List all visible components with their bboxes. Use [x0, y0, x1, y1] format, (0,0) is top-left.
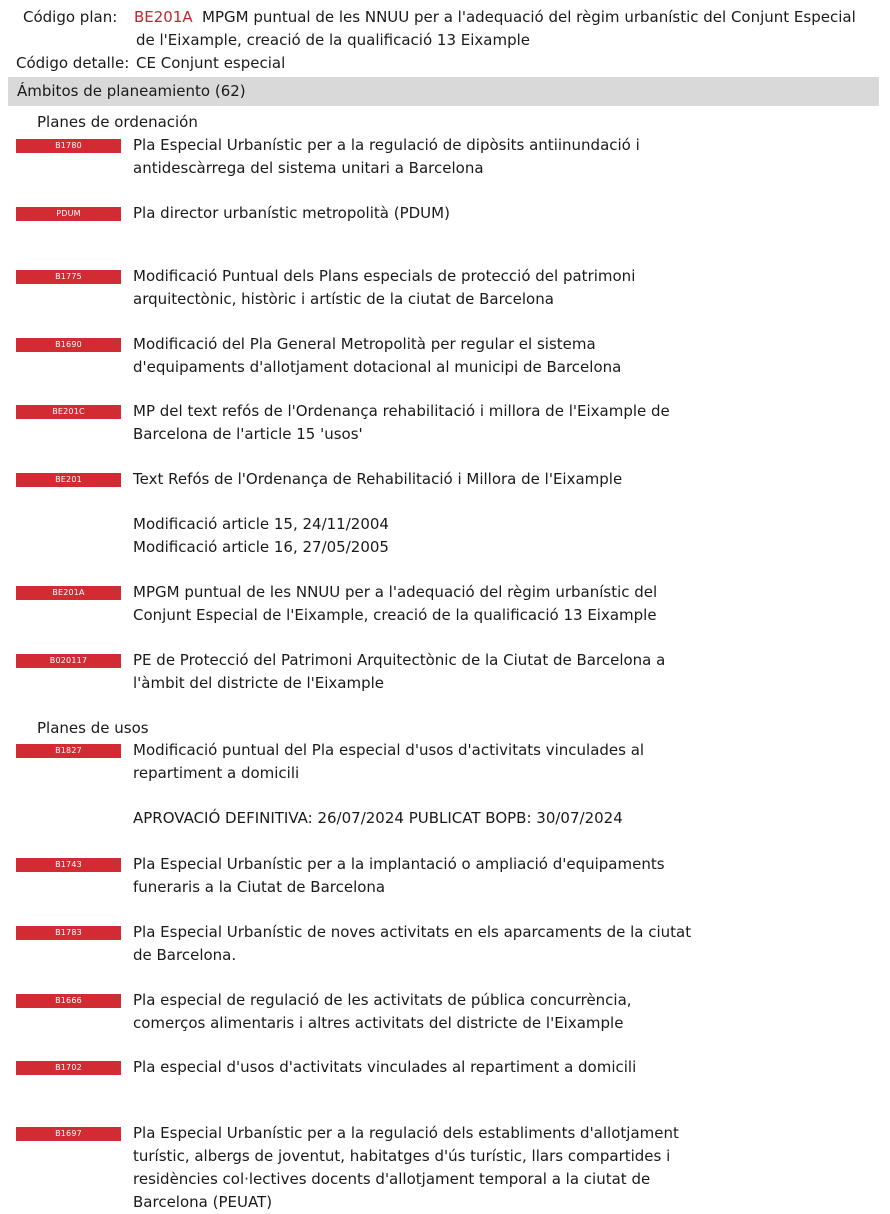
plan-code-badge[interactable]: B1780 [16, 139, 121, 153]
detail-label: Código detalle: [16, 54, 130, 72]
plan-description-line: Pla especial de regulació de les activitats de pública concurrència, [133, 991, 632, 1009]
plan-description-line: repartiment a domicili [133, 764, 300, 782]
plan-description-line: Text Refós de l'Ordenança de Rehabilitació i Millora de l'Eixample [133, 470, 623, 488]
plan-code-badge[interactable]: B1702 [16, 1061, 121, 1075]
plan-description [133, 400, 693, 446]
plan-description [133, 1122, 693, 1214]
plan-description-line: Modificació puntual del Pla especial d'usos d'activitats vinculades al [133, 741, 645, 759]
planning-scope-band [8, 77, 879, 106]
plan-description [133, 265, 693, 311]
plan-description [133, 1056, 693, 1079]
detail-header [0, 52, 890, 75]
plan-description-line: PE de Protecció del Patrimoni Arquitectònic de la Ciutat de Barcelona a [133, 651, 666, 669]
plan-description-line: MPGM puntual de les NNUU per a l'adequació del règim urbanístic del [133, 583, 658, 601]
plan-description-line: d'equipaments d'allotjament dotacional al municipi de Barcelona [133, 358, 622, 376]
plan-description-line: arquitectònic, històric i artístic de la ciutat de Barcelona [133, 290, 554, 308]
plan-description-line: Barcelona (PEUAT) [133, 1193, 273, 1211]
plan-description-line: Pla Especial Urbanístic per a la regulació dels establiments d'allotjament [133, 1124, 679, 1142]
plan-code-badge[interactable]: PDUM [16, 207, 121, 221]
plan-description-line: Modificació Puntual dels Plans especials de protecció del patrimoni [133, 267, 636, 285]
plan-description-line: MP del text refós de l'Ordenança rehabilitació i millora de l'Eixample de [133, 402, 670, 420]
plan-note: Modificació article 16, 27/05/2005 [133, 538, 389, 556]
plan-description-line: Barcelona de l'article 15 'usos' [133, 425, 363, 443]
plan-code-badge[interactable]: B020117 [16, 654, 121, 668]
plan-code-badge[interactable]: B1827 [16, 744, 121, 758]
plan-description [133, 202, 693, 225]
plan-code-badge[interactable]: BE201A [16, 586, 121, 600]
plan-label: Código plan: [23, 8, 118, 26]
plan-code-badge[interactable]: B1743 [16, 858, 121, 872]
plan-description [133, 853, 693, 899]
plan-note: APROVACIÓ DEFINITIVA: 26/07/2024 PUBLICAT BOPB: 30/07/2024 [133, 809, 623, 827]
detail-value: CE Conjunt especial [136, 54, 286, 72]
plan-description-line: comerços alimentaris i altres activitats del districte de l'Eixample [133, 1014, 624, 1032]
plan-code: BE201A [134, 8, 193, 26]
plan-description-line: Pla Especial Urbanístic de noves activitats en els aparcaments de la ciutat [133, 923, 692, 941]
plan-description-line: Pla Especial Urbanístic per a la implantació o ampliació d'equipaments [133, 855, 665, 873]
plan-code-badge[interactable]: B1697 [16, 1127, 121, 1141]
plan-description [133, 468, 693, 559]
plan-description [133, 649, 693, 695]
plan-code-badge[interactable]: B1783 [16, 926, 121, 940]
plan-description-line: l'àmbit del districte de l'Eixample [133, 674, 385, 692]
plan-title-line-2: de l'Eixample, creació de la qualificació 13 Eixample [136, 31, 530, 49]
plan-description-line: Pla Especial Urbanístic per a la regulació de dipòsits antiinundació i [133, 136, 640, 154]
plan-description-line: Modificació del Pla General Metropolità per regular el sistema [133, 335, 596, 353]
spacer [133, 785, 693, 807]
plan-description-line: Pla especial d'usos d'activitats vinculades al repartiment a domicili [133, 1058, 637, 1076]
plan-description [133, 134, 693, 180]
plan-code-badge[interactable]: BE201C [16, 405, 121, 419]
plan-description [133, 581, 693, 627]
plan-description [133, 333, 693, 379]
plan-code-badge[interactable]: B1775 [16, 270, 121, 284]
plan-title-line-1: MPGM puntual de les NNUU per a l'adequació del règim urbanístic del Conjunt Especial [202, 8, 856, 26]
plan-code-badge[interactable]: B1690 [16, 338, 121, 352]
plan-description-line: residències col·lectives docents d'allotjament temporal a la ciutat de [133, 1170, 651, 1188]
plan-description-line: de Barcelona. [133, 946, 237, 964]
section-title-usos: Planes de usos [37, 719, 149, 737]
plan-description [133, 921, 693, 967]
plan-description [133, 739, 693, 830]
plan-description-line: Pla director urbanístic metropolità (PDUM) [133, 204, 450, 222]
spacer [133, 491, 693, 513]
plan-code-badge[interactable]: B1666 [16, 994, 121, 1008]
plan-description-line: Conjunt Especial de l'Eixample, creació de la qualificació 13 Eixample [133, 606, 657, 624]
planning-scope-title: Ámbitos de planeamiento (62) [17, 82, 246, 100]
section-title-ordenacion: Planes de ordenación [37, 113, 198, 131]
plan-note: Modificació article 15, 24/11/2004 [133, 515, 389, 533]
plan-description-line: antidescàrrega del sistema unitari a Barcelona [133, 159, 484, 177]
plan-header [0, 6, 890, 56]
plan-description-line: turístic, albergs de joventut, habitatges d'ús turístic, llars compartides i [133, 1147, 671, 1165]
plan-code-badge[interactable]: BE201 [16, 473, 121, 487]
plan-description [133, 989, 693, 1035]
plan-description-line: funeraris a la Ciutat de Barcelona [133, 878, 386, 896]
